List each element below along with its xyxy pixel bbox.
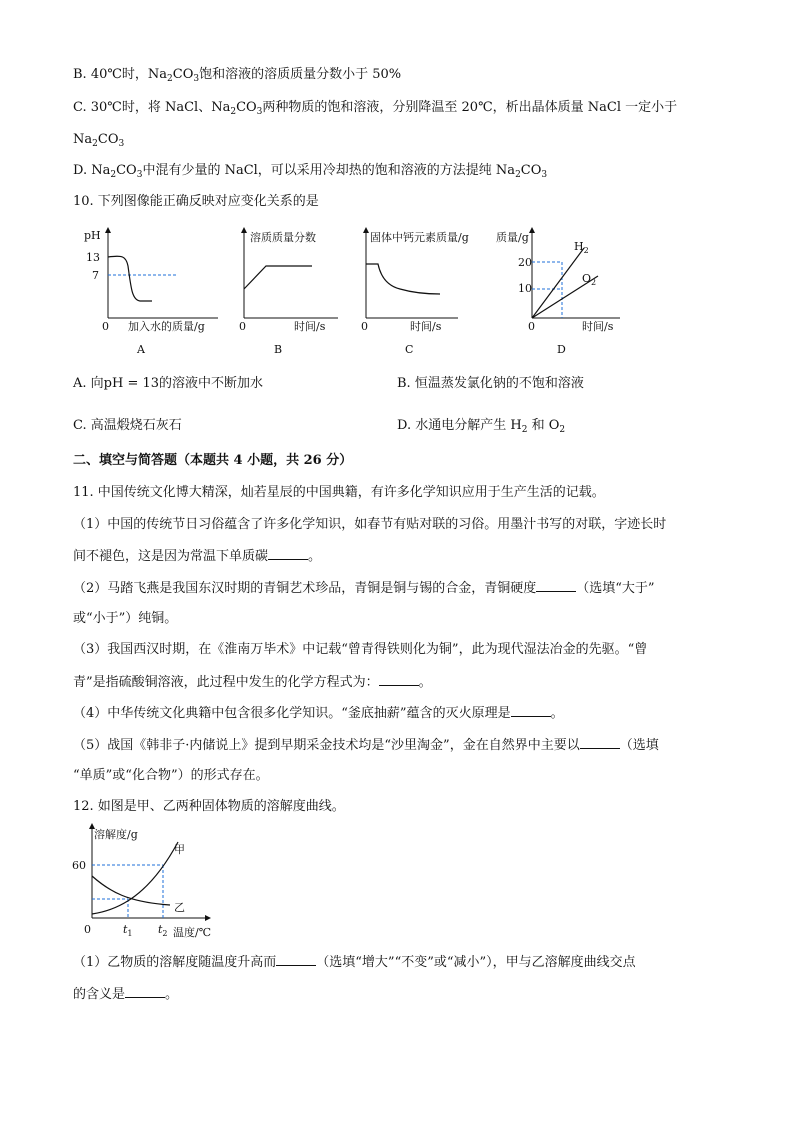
graph-b-curve <box>244 266 312 289</box>
graph-c-curve <box>366 264 440 294</box>
graph-a-xlabel: 加入水的质量/g <box>128 320 205 333</box>
graph-c <box>358 226 488 356</box>
answer-blank[interactable] <box>580 736 620 749</box>
tick-t2: $t_2$ <box>158 923 168 938</box>
tick-t1: $t_1$ <box>123 923 133 938</box>
graph-a-curve <box>108 256 152 301</box>
label-yi: 乙 <box>174 901 185 914</box>
graph-c-xlabel: 时间/s <box>410 320 442 333</box>
q12-part1-b: 的含义是 。 <box>73 987 179 1002</box>
q10-option-d: D. 水通电分解产生 $H_2$ 和 $O_2$ <box>397 418 566 435</box>
graph-b-xlabel: 时间/s <box>294 320 326 333</box>
answer-blank[interactable] <box>125 985 165 998</box>
graph-b <box>232 226 342 356</box>
q11-part2-b: 或“小于”）纯铜。 <box>73 611 178 626</box>
q11-stem: 11. 中国传统文化博大精深，灿若星辰的中国典籍，有许多化学知识应用于生产生活的记载。 <box>73 485 605 500</box>
graph-a-ylabel: pH <box>84 229 101 242</box>
solubility-xlabel: 温度/℃ <box>173 926 212 939</box>
q11-part4: （4）中华传统文化典籍中包含很多化学知识。“釜底抽薪”蕴含的灭火原理是 。 <box>73 706 564 721</box>
q9-option-b: B. 40℃时，$Na_2CO_3$饱和溶液的溶质质量分数小于 50% <box>73 67 402 84</box>
answer-blank[interactable] <box>276 953 316 966</box>
graph-d-ylabel: 质量/g <box>496 231 529 244</box>
graph-d-origin: 0 <box>528 320 535 333</box>
graph-d-xlabel: 时间/s <box>582 320 614 333</box>
graph-d-caption: D <box>557 343 566 356</box>
graph-d-o2-label: $O_2$ <box>582 272 597 287</box>
q11-part5-a: （5）战国《韩非子·内储说上》提到早期采金技术均是“沙里淘金”，金在自然界中主要以 （选填 <box>73 738 659 753</box>
q11-part1-b: 间不褪色，这是因为常温下单质碳 。 <box>73 549 322 564</box>
graph-a-origin: 0 <box>102 320 109 333</box>
answer-blank[interactable] <box>268 547 308 560</box>
answer-blank[interactable] <box>536 579 576 592</box>
q11-part3-a: （3）我国西汉时期，在《淮南万毕术》中记载“曾青得铁则化为铜”，此为现代湿法冶金的先驱。“曾 <box>73 642 648 657</box>
graph-b-ylabel: 溶质质量分数 <box>250 231 316 244</box>
q12-part1-a: （1）乙物质的溶解度随温度升高而 （选填“增大”“不变”或“减小”），甲与乙溶解度曲线交点 <box>73 955 636 970</box>
q10-option-a: A. 向pH = 13的溶液中不断加水 <box>73 376 264 391</box>
graph-b-origin: 0 <box>239 320 246 333</box>
q9-option-c-cont: $Na_2CO_3$ <box>73 132 125 149</box>
q9-option-d: D. $Na_2CO_3$中混有少量的 NaCl，可以采用冷却热的饱和溶液的方法提纯 $Na_2CO_3$ <box>73 163 548 180</box>
q10-option-b: B. 恒温蒸发氯化钠的不饱和溶液 <box>397 376 584 391</box>
graph-d-h2-line <box>532 248 584 318</box>
solubility-graph <box>70 822 230 944</box>
q9-option-c: C. 30℃时，将 NaCl、$Na_2CO_3$两种物质的饱和溶液，分别降温至 20℃，析出晶体质量 NaCl 一定小于 <box>73 100 678 117</box>
solubility-tick-60: 60 <box>72 859 86 872</box>
curve-jia <box>92 842 178 914</box>
graph-c-ylabel: 固体中钙元素质量/g <box>370 231 469 244</box>
curve-yi <box>92 876 170 905</box>
q11-part1-a: （1）中国的传统节日习俗蕴含了许多化学知识，如春节有贴对联的习俗。用墨汁书写的对联，字迹长时 <box>73 517 667 532</box>
solubility-origin: 0 <box>84 923 91 936</box>
graph-c-origin: 0 <box>361 320 368 333</box>
label-jia: 甲 <box>174 843 185 856</box>
graph-a <box>78 226 228 356</box>
answer-blank[interactable] <box>511 704 551 717</box>
q11-part3-b: 青”是指硫酸铜溶液，此过程中发生的化学方程式为： 。 <box>73 675 432 690</box>
graph-a-caption: A <box>137 343 145 356</box>
q10-option-c: C. 高温煅烧石灰石 <box>73 418 182 433</box>
q12-stem: 12. 如图是甲、乙两种固体物质的溶解度曲线。 <box>73 799 345 814</box>
graph-a-tick-7: 7 <box>92 269 99 282</box>
q10-stem: 10. 下列图像能正确反映对应变化关系的是 <box>73 194 319 209</box>
graph-d-tick-20: 20 <box>518 256 532 269</box>
q11-part2-a: （2）马踏飞燕是我国东汉时期的青铜艺术珍品，青铜是铜与锡的合金，青铜硬度 （选填“大于” <box>73 581 655 596</box>
section-2-title: 二、填空与简答题（本题共 4 小题，共 26 分） <box>73 453 353 468</box>
graph-d-tick-10: 10 <box>518 282 532 295</box>
graph-d-h2-label: $H_2$ <box>574 240 589 255</box>
graph-a-tick-13: 13 <box>86 251 100 264</box>
graph-d <box>492 226 632 356</box>
answer-blank[interactable] <box>379 673 419 686</box>
q11-part5-b: “单质”或“化合物”）的形式存在。 <box>73 768 269 783</box>
graph-c-caption: C <box>405 343 414 356</box>
solubility-ylabel: 溶解度/g <box>94 828 138 841</box>
graph-b-caption: B <box>274 343 283 356</box>
